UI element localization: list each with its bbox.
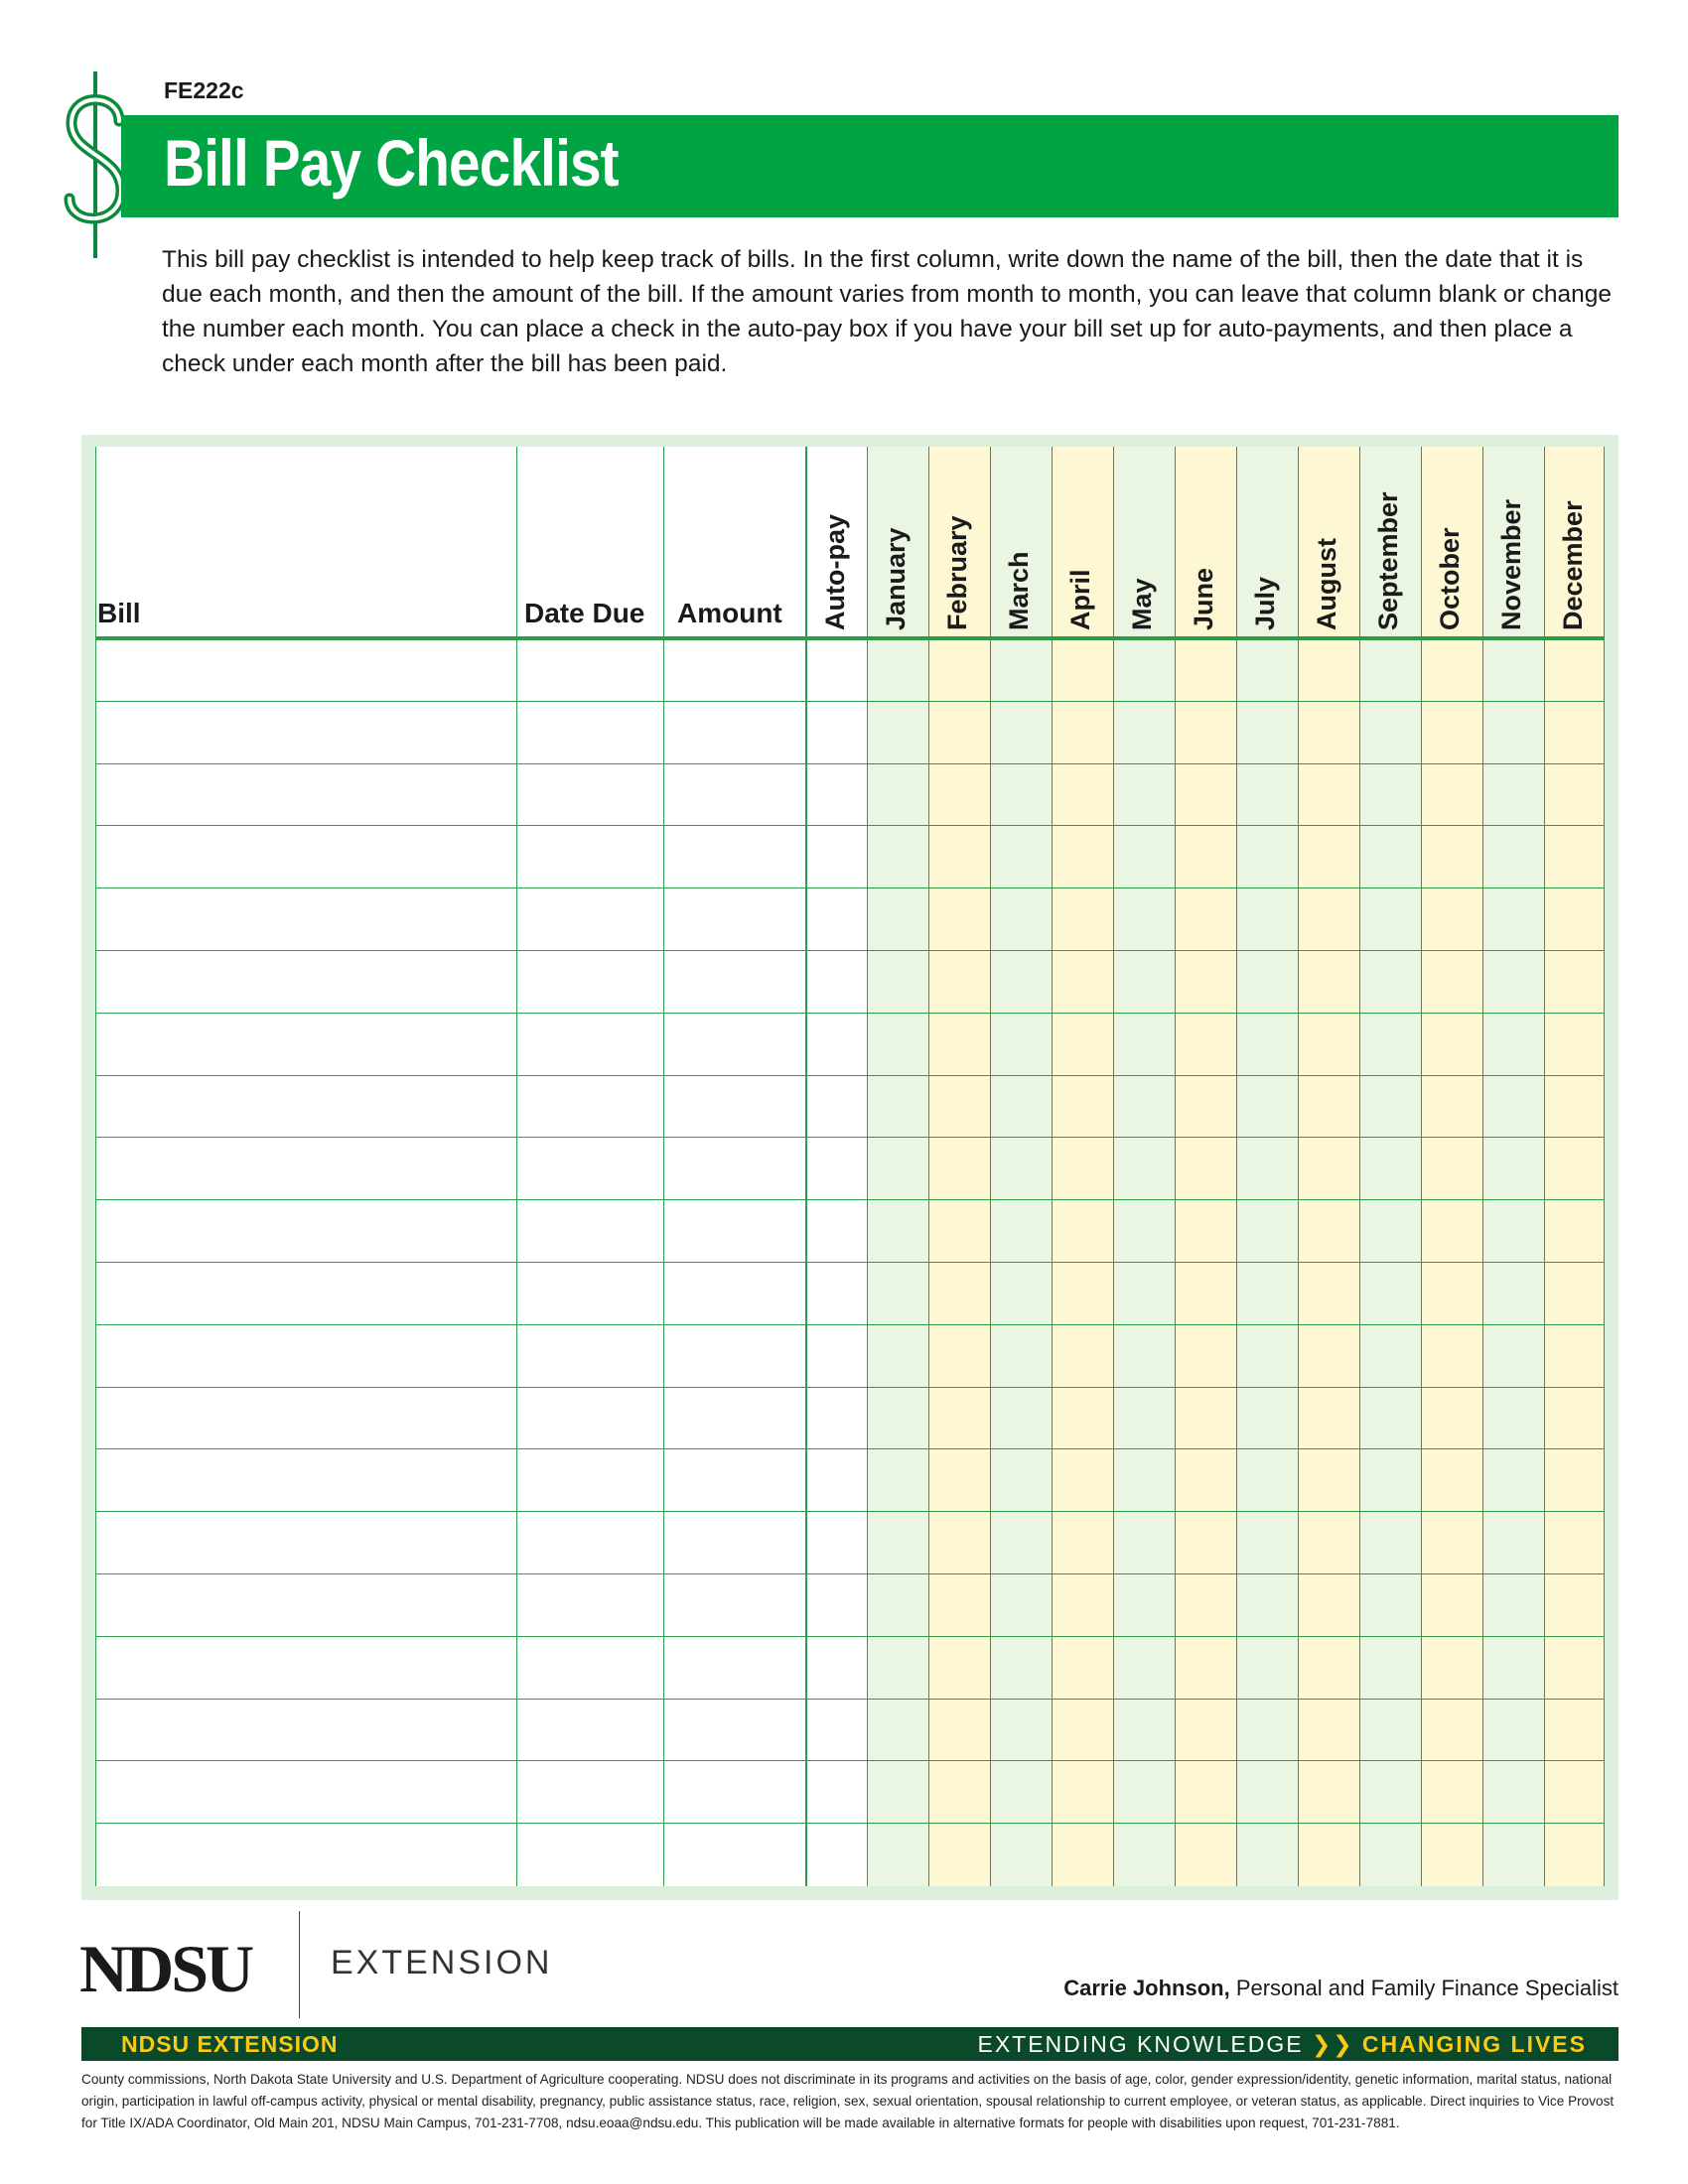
publication-code: FE222c	[164, 77, 244, 103]
row-divider	[95, 1137, 1605, 1138]
header-month-april	[1062, 447, 1102, 630]
ndsu-logo: NDSU	[79, 1931, 252, 2006]
row-divider	[95, 825, 1605, 826]
header-month-july	[1247, 447, 1287, 630]
header-autopay-label: Auto-pay	[820, 514, 850, 630]
header-month-december	[1555, 447, 1595, 630]
row-divider	[95, 1262, 1605, 1263]
bill-row[interactable]	[95, 763, 1605, 826]
row-divider	[95, 1636, 1605, 1637]
bill-row[interactable]	[95, 1760, 1605, 1823]
row-divider	[95, 1013, 1605, 1014]
row-divider	[95, 1199, 1605, 1200]
row-divider	[95, 1573, 1605, 1574]
header-bill: Bill	[97, 598, 141, 628]
bill-row[interactable]	[95, 1636, 1605, 1699]
intro-paragraph: This bill pay checklist is intended to help keep track of bills. In the first column, write down the name of the bill, then the date that it is due each month, and then the amount of the bill. If the amount varies from month to month, you can leave that column blank or change the number each month. You can place a check in the auto-pay box if you have your bill set up for auto-payments, and then place a check under each month after the bill has been paid.	[162, 246, 1612, 377]
month-label: November	[1496, 498, 1526, 630]
header-month-june	[1186, 447, 1225, 630]
author-credit	[1063, 1976, 1618, 2001]
chevron-icon: ❯❯	[1311, 2031, 1354, 2057]
tagline-white: EXTENDING KNOWLEDGE	[977, 2031, 1304, 2057]
bill-row[interactable]	[95, 1699, 1605, 1761]
month-label: July	[1250, 576, 1280, 630]
month-label: April	[1065, 569, 1095, 630]
bill-row[interactable]	[95, 1199, 1605, 1262]
header-month-october	[1432, 447, 1472, 630]
header-amount: Amount	[677, 598, 782, 628]
row-divider	[95, 1823, 1605, 1824]
month-label: March	[1004, 551, 1034, 630]
row-divider	[95, 950, 1605, 951]
row-divider	[95, 1699, 1605, 1700]
footer-band-left: NDSU EXTENSION	[121, 2031, 339, 2057]
row-divider	[95, 1387, 1605, 1388]
bill-row[interactable]	[95, 1511, 1605, 1573]
month-label: January	[881, 527, 911, 630]
header-date-due: Date Due	[524, 598, 645, 628]
row-divider	[95, 701, 1605, 702]
month-label: February	[942, 515, 972, 630]
bill-row[interactable]	[95, 1137, 1605, 1199]
author-title: Personal and Family Finance Specialist	[1229, 1976, 1618, 2000]
bill-row[interactable]	[95, 701, 1605, 763]
row-divider	[95, 763, 1605, 764]
bill-row[interactable]	[95, 638, 1605, 701]
header-month-may	[1124, 447, 1164, 630]
month-label: October	[1435, 527, 1465, 630]
header-month-september	[1370, 447, 1410, 630]
author-name: Carrie Johnson,	[1063, 1976, 1230, 2000]
header-month-january	[878, 447, 917, 630]
row-divider	[95, 887, 1605, 888]
row-divider	[95, 1075, 1605, 1076]
logo-divider	[299, 1911, 300, 2018]
row-divider	[95, 1760, 1605, 1761]
footer-band	[81, 2027, 1618, 2061]
checklist-table	[95, 447, 1605, 1886]
row-divider	[95, 1511, 1605, 1512]
bill-row[interactable]	[95, 1324, 1605, 1387]
header-month-february	[939, 447, 979, 630]
tagline-yellow: CHANGING LIVES	[1361, 2031, 1587, 2057]
month-label: December	[1557, 500, 1588, 630]
page-title: Bill Pay Checklist	[164, 126, 619, 200]
bill-row[interactable]	[95, 1262, 1605, 1324]
month-label: June	[1189, 567, 1218, 630]
bill-row[interactable]	[95, 1448, 1605, 1511]
month-label: September	[1373, 491, 1403, 630]
bill-row[interactable]	[95, 1823, 1605, 1885]
bill-row[interactable]	[95, 1387, 1605, 1449]
row-divider	[95, 1448, 1605, 1449]
bill-row[interactable]	[95, 825, 1605, 887]
disclaimer: County commissions, North Dakota State University and U.S. Department of Agriculture cooperating. NDSU does not discriminate in its programs and activities on the basis of age, color, gender expression/identity, genetic information, marital status, national origin, participation in lawful off-campus activity, physical or mental disability, pregnancy, public assistance status, race, religion, sex, sexual orientation, spousal relationship to current employee, or veteran status, as applicable. Direct inquiries to Vice Provost for Title IX/ADA Coordinator, Old Main 201, NDSU Main Campus, 701-231-7708, ndsu.eoaa@ndsu.edu. This publication will be made available in alternative formats for people with disabilities upon request, 701-231-7881.	[81, 2072, 1615, 2130]
month-label: August	[1312, 538, 1341, 630]
bill-row[interactable]	[95, 950, 1605, 1013]
footer-tagline	[977, 2031, 1587, 2058]
header-month-november	[1493, 447, 1533, 630]
row-divider	[95, 1324, 1605, 1325]
extension-wordmark: EXTENSION	[331, 1944, 553, 1981]
bill-row[interactable]	[95, 887, 1605, 950]
bill-row[interactable]	[95, 1573, 1605, 1636]
bill-row[interactable]	[95, 1013, 1605, 1075]
header-month-march	[1001, 447, 1041, 630]
header-month-august	[1309, 447, 1348, 630]
header-autopay	[817, 447, 857, 630]
bill-row[interactable]	[95, 1075, 1605, 1138]
month-label: May	[1127, 578, 1157, 630]
